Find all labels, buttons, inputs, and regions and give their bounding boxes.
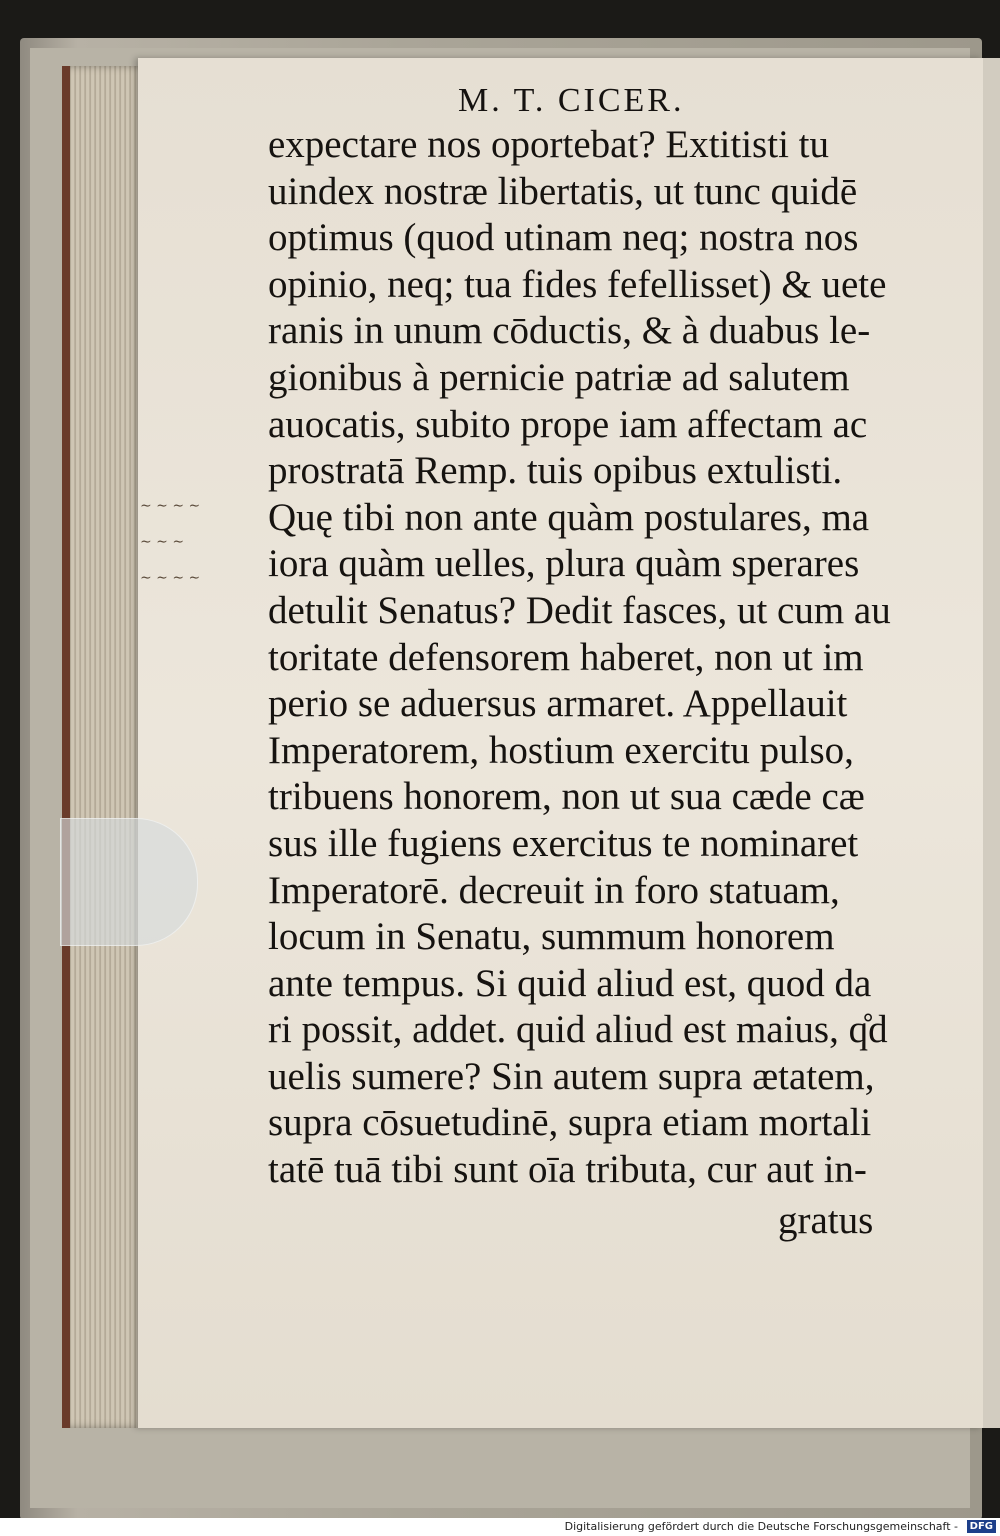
text-line: ranis in unum cōductis, & à duabus le- bbox=[268, 309, 871, 353]
page-edges bbox=[62, 66, 142, 1428]
text-line: ante tempus. Si quid aliud est, quod da bbox=[268, 961, 872, 1005]
text-line: gionibus à pernicie patriæ ad salutem bbox=[268, 355, 850, 399]
text-line: optimus (quod utinam neq; nostra nos bbox=[268, 216, 859, 260]
text-line: Quę tibi non ante quàm postulares, ma bbox=[268, 495, 870, 539]
text-line: toritate defensorem haberet, non ut im bbox=[268, 635, 864, 679]
text-line: expectare nos oportebat? Extitisti tu bbox=[268, 123, 829, 166]
text-line: tatē tuā tibi sunt oīa tributa, cur aut in- bbox=[268, 1148, 867, 1192]
body-text bbox=[268, 122, 928, 1194]
text-line: sus ille fugiens exercitus te nominaret bbox=[268, 821, 859, 865]
text-line: uindex nostræ libertatis, ut tunc quidē bbox=[268, 169, 858, 213]
catchword: gratus bbox=[778, 1199, 874, 1242]
right-binding-strip bbox=[983, 58, 1000, 1428]
text-line: detulit Senatus? Dedit fasces, ut cum au bbox=[268, 588, 891, 632]
text-line: iora quàm uelles, plura quàm sperares bbox=[268, 542, 860, 586]
running-head: M. T. CICER. bbox=[458, 82, 685, 119]
handwritten-marginalia: ∼ ∼ ∼ ∼ ∼ ∼ ∼ ∼ ∼ ∼ ∼ bbox=[140, 498, 201, 586]
page-clip bbox=[60, 818, 198, 946]
text-line: ri possit, addet. quid aliud est maius, q̊d bbox=[268, 1008, 888, 1052]
page-edge-binding bbox=[62, 66, 70, 1428]
text-line: opinio, neq; tua fides fefellisset) & uete bbox=[268, 262, 887, 306]
text-line: supra cōsuetudinē, supra etiam mortali bbox=[268, 1101, 872, 1145]
footer-credit: Digitalisierung gefördert durch die Deutsche Forschungsgemeinschaft - bbox=[564, 1520, 958, 1533]
text-line: Imperatorē. decreuit in foro statuam, bbox=[268, 868, 840, 912]
text-line: prostratā Remp. tuis opibus extulisti. bbox=[268, 449, 843, 493]
text-line: Imperatorem, hostium exercitu pulso, bbox=[268, 728, 854, 772]
text-line: tribuens honorem, non ut sua cæde cæ bbox=[268, 775, 865, 819]
text-line: uelis sumere? Sin autem supra ætatem, bbox=[268, 1054, 875, 1098]
text-line: auocatis, subito prope iam affectam ac bbox=[268, 402, 868, 446]
text-line: locum in Senatu, summum honorem bbox=[268, 915, 835, 959]
dfg-logo: DFG bbox=[967, 1520, 996, 1533]
text-line: perio se aduersus armaret. Appellauit bbox=[268, 682, 848, 726]
